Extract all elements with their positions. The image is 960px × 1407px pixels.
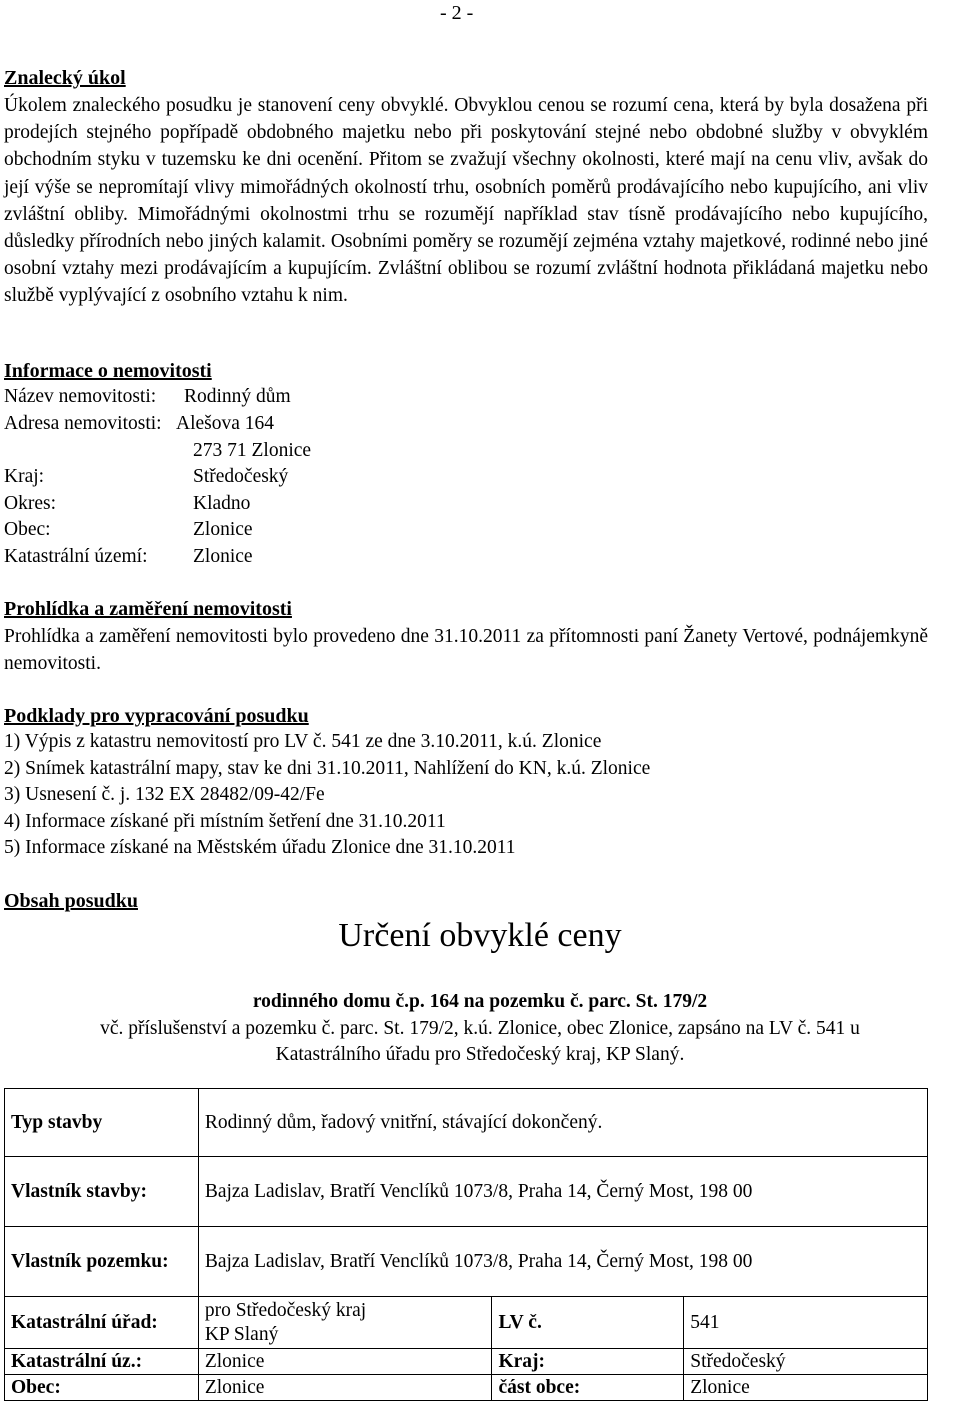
building-owner-value: Bajza Ladislav, Bratří Venclíků 1073/8, Praha 14, Černý Most, 198 00 [198, 1157, 927, 1227]
property-address-label: Adresa nemovitosti: [4, 413, 162, 434]
table-row [5, 1349, 928, 1375]
municipality-value: Zlonice [193, 519, 253, 540]
table-municipality-value: Zlonice [198, 1375, 492, 1401]
document-item: 1) Výpis z katastru nemovitostí pro LV č. 541 ze dne 3.10.2011, k.ú. Zlonice [4, 731, 602, 752]
document-item: 5) Informace získané na Městském úřadu Zlonice dne 31.10.2011 [4, 837, 516, 858]
building-owner-label: Vlastník stavby: [5, 1157, 199, 1227]
table-row [5, 1157, 928, 1227]
municipality-label: Obec: [4, 519, 51, 540]
document-item: 3) Usnesení č. j. 132 EX 28482/09-42/Fe [4, 784, 325, 805]
lv-value: 541 [684, 1297, 928, 1349]
property-name-value: Rodinný dům [184, 386, 291, 407]
property-address-line2: 273 71 Zlonice [193, 440, 312, 461]
cadastral-area-value: Zlonice [193, 546, 253, 567]
region-label: Kraj: [4, 466, 45, 487]
report-title: Určení obvyklé ceny [338, 917, 622, 954]
property-info-heading: Informace o nemovitosti [4, 360, 212, 382]
cadastral-area-label: Katastrální úz.: [5, 1349, 199, 1375]
property-name-label: Název nemovitosti: [4, 386, 157, 407]
cadastral-area-value: Zlonice [198, 1349, 492, 1375]
document-item: 2) Snímek katastrální mapy, stav ke dni 31.10.2011, Nahlížení do KN, k.ú. Zlonice [4, 758, 651, 779]
table-region-value: Středočeský [684, 1349, 928, 1375]
task-heading: Znalecký úkol [4, 67, 126, 89]
property-summary-table [4, 1088, 928, 1401]
document-item: 4) Informace získané při místním šetření dne 31.10.2011 [4, 811, 446, 832]
report-description-line1: vč. příslušenství a pozemku č. parc. St. 179/2, k.ú. Zlonice, obec Zlonice, zapsáno na LV č. 541 u [100, 1018, 860, 1039]
inspection-heading: Prohlídka a zaměření nemovitosti [4, 598, 292, 620]
district-value: Kladno [193, 493, 251, 514]
table-row [5, 1089, 928, 1157]
cadastral-office-value-line1: pro Středočeský kraj [204, 1299, 367, 1321]
page-number: - 2 - [440, 2, 474, 24]
report-subtitle: rodinného domu č.p. 164 na pozemku č. parc. St. 179/2 [252, 991, 708, 1012]
property-address-line1: Alešova 164 [176, 413, 275, 434]
content-heading: Obsah posudku [4, 890, 138, 912]
task-paragraph: Úkolem znaleckého posudku je stanovení ceny obvyklé. Obvyklou cenou se rozumí cena, která by byla dosažena při prodejích stejného popřípadě obdobného majetku nebo při poskytování stejné nebo obdobné služby v obvyklém obchodním styku v tuzemsku ke dni ocenění. Přitom se zvažují všechny okolnosti, které mají na cenu vliv, avšak do její výše se nepromítají vlivy mimořádných okolností trhu, osobních poměrů prodávajícího nebo kupujícího, ani vliv zvláštní obliby. Mimořádnými okolnostmi trhu se rozumějí například stav tísně prodávajícího nebo kupujícího, důsledky přírodních nebo jiných kalamit. Osobními poměry se rozumějí zejména vztahy majetkové, rodinné nebo jiné osobní vztahy mezi prodávajícím a kupujícím. Zvláštní oblibou se rozumí zvláštní hodnota přikládaná majetku nebo službě vyplývající z osobního vztahu k nim. [4, 95, 928, 307]
documents-heading: Podklady pro vypracování posudku [4, 705, 309, 727]
region-value: Středočeský [193, 466, 289, 487]
municipality-part-label: část obce: [492, 1375, 684, 1401]
table-row [5, 1375, 928, 1401]
land-owner-value: Bajza Ladislav, Bratří Venclíků 1073/8, Praha 14, Černý Most, 198 00 [198, 1227, 927, 1297]
municipality-part-value: Zlonice [684, 1375, 928, 1401]
building-type-value: Rodinný dům, řadový vnitřní, stávající dokončený. [198, 1089, 927, 1157]
cadastral-office-value [198, 1297, 492, 1349]
table-row [5, 1297, 928, 1349]
report-description-line2: Katastrálního úřadu pro Středočeský kraj, KP Slaný. [275, 1044, 685, 1065]
inspection-paragraph: Prohlídka a zaměření nemovitosti bylo provedeno dne 31.10.2011 za přítomnosti paní Žanety Vertové, podnájemkyně nemovitosti. [4, 626, 928, 675]
table-region-label: Kraj: [492, 1349, 684, 1375]
cadastral-office-label: Katastrální úřad: [5, 1297, 199, 1349]
cadastral-office-value-line2: KP Slaný [204, 1323, 279, 1345]
lv-label: LV č. [492, 1297, 684, 1349]
district-label: Okres: [4, 493, 56, 514]
building-type-label: Typ stavby [5, 1089, 199, 1157]
cadastral-area-label: Katastrální území: [4, 546, 148, 567]
land-owner-label: Vlastník pozemku: [5, 1227, 199, 1297]
table-row [5, 1227, 928, 1297]
table-municipality-label: Obec: [5, 1375, 199, 1401]
